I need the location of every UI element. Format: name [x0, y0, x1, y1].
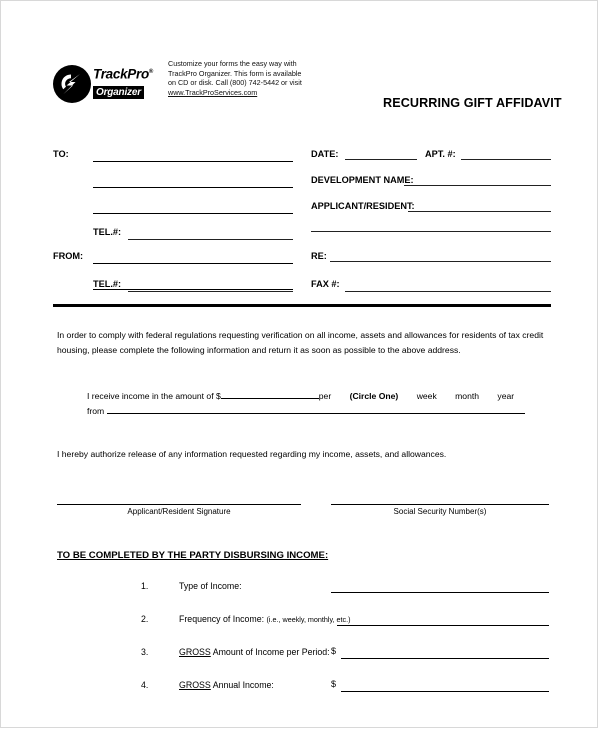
item-number: 2.	[141, 614, 149, 624]
apt-label: APT. #:	[425, 149, 456, 159]
development-field-line[interactable]	[404, 185, 551, 186]
item-label-underlined: GROSS	[179, 680, 211, 690]
brand-subtitle: Organizer	[93, 86, 144, 99]
item-number: 4.	[141, 680, 149, 690]
extra-field-line[interactable]	[311, 231, 551, 232]
brand-name	[93, 65, 155, 82]
circle-one-label: (Circle One)	[349, 391, 399, 401]
from-tel-field-line[interactable]	[128, 291, 293, 292]
to-tel-field-line[interactable]	[128, 239, 293, 240]
promo-line-3: on CD or disk. Call (800) 742-5442 or visit	[168, 78, 302, 88]
document-header	[53, 59, 562, 121]
item-label	[179, 581, 242, 591]
income-per-text: per	[318, 391, 332, 401]
item-currency-symbol: $	[331, 646, 337, 656]
trackpro-disc-icon	[53, 65, 91, 103]
ssn-line[interactable]	[331, 504, 549, 505]
from-field-line-1[interactable]	[93, 263, 293, 264]
intro-paragraph: In order to comply with federal regulations requesting verification on all income, assets and allowances for residents of tax credit housing, please complete the following information and return it as soon as possible to the above address.	[57, 330, 544, 355]
date-label: DATE:	[311, 149, 339, 159]
item-currency-symbol: $	[331, 679, 337, 689]
item-label-text: Frequency of Income:	[179, 614, 265, 624]
to-tel-label: TEL.#:	[93, 227, 122, 237]
trackpro-logo	[53, 61, 153, 109]
development-label: DEVELOPMENT NAME:	[311, 175, 414, 185]
income-prefix-text: I receive income in the amount of $	[87, 391, 221, 401]
promo-line-2: TrackPro Organizer. This form is available	[168, 68, 302, 78]
to-field-line-2[interactable]	[93, 187, 293, 188]
item-input-line[interactable]	[341, 691, 549, 692]
item-label-underlined: GROSS	[179, 647, 211, 657]
ssn-caption: Social Security Number(s)	[393, 507, 487, 516]
re-field-line[interactable]	[330, 261, 551, 262]
promo-url[interactable]: www.TrackProServices.com	[168, 87, 258, 97]
item-label	[179, 680, 274, 690]
authorization-paragraph: I hereby authorize release of any information requested regarding my income, assets, and allowances.	[57, 449, 447, 459]
to-field-line-3[interactable]	[93, 213, 293, 214]
item-label-text: Type of Income:	[179, 581, 242, 591]
item-number: 1.	[141, 581, 149, 591]
item-label-text: Amount of Income per Period:	[210, 647, 330, 657]
to-field-line-1[interactable]	[93, 161, 293, 162]
date-field-line[interactable]	[345, 159, 417, 160]
header-divider	[53, 304, 551, 307]
item-input-line[interactable]	[331, 592, 549, 593]
from-tel-label: TEL.#:	[93, 279, 122, 289]
fax-field-line[interactable]	[345, 291, 551, 292]
item-input-line[interactable]	[337, 625, 549, 626]
period-month-option[interactable]: month	[455, 391, 480, 401]
item-label	[179, 614, 351, 624]
swoosh-icon	[60, 73, 83, 95]
applicant-label: APPLICANT/RESIDENT:	[311, 201, 415, 211]
item-label-text: Annual Income:	[210, 680, 274, 690]
brand-text: TrackPro	[93, 66, 149, 82]
period-week-option[interactable]: week	[416, 391, 437, 401]
income-amount-input[interactable]	[221, 389, 319, 399]
item-number: 3.	[141, 647, 149, 657]
item-label	[179, 647, 330, 657]
applicant-field-line[interactable]	[408, 211, 551, 212]
period-year-option[interactable]: year	[497, 391, 515, 401]
item-input-line[interactable]	[341, 658, 549, 659]
trademark-symbol: ®	[148, 69, 154, 75]
applicant-signature-caption: Applicant/Resident Signature	[127, 507, 231, 516]
from-field-line-2[interactable]	[93, 289, 293, 290]
trackpro-wordmark	[93, 65, 155, 100]
apt-field-line[interactable]	[461, 159, 551, 160]
promo-line-1: Customize your forms the easy way with	[168, 59, 297, 68]
applicant-signature-line[interactable]	[57, 504, 301, 505]
page-title: RECURRING GIFT AFFIDAVIT	[383, 96, 562, 110]
income-from-label: from	[87, 405, 105, 416]
fax-label: FAX #:	[311, 279, 340, 289]
from-label: FROM:	[53, 251, 84, 261]
to-label: TO:	[53, 149, 69, 159]
disbursing-heading: TO BE COMPLETED BY THE PARTY DISBURSING INCOME:	[57, 550, 329, 561]
promo-text	[168, 59, 338, 97]
income-source-input[interactable]	[107, 404, 525, 414]
income-statement	[87, 389, 549, 418]
item-label-note: (i.e., weekly, monthly, etc.)	[266, 615, 351, 624]
re-label: RE:	[311, 251, 327, 261]
